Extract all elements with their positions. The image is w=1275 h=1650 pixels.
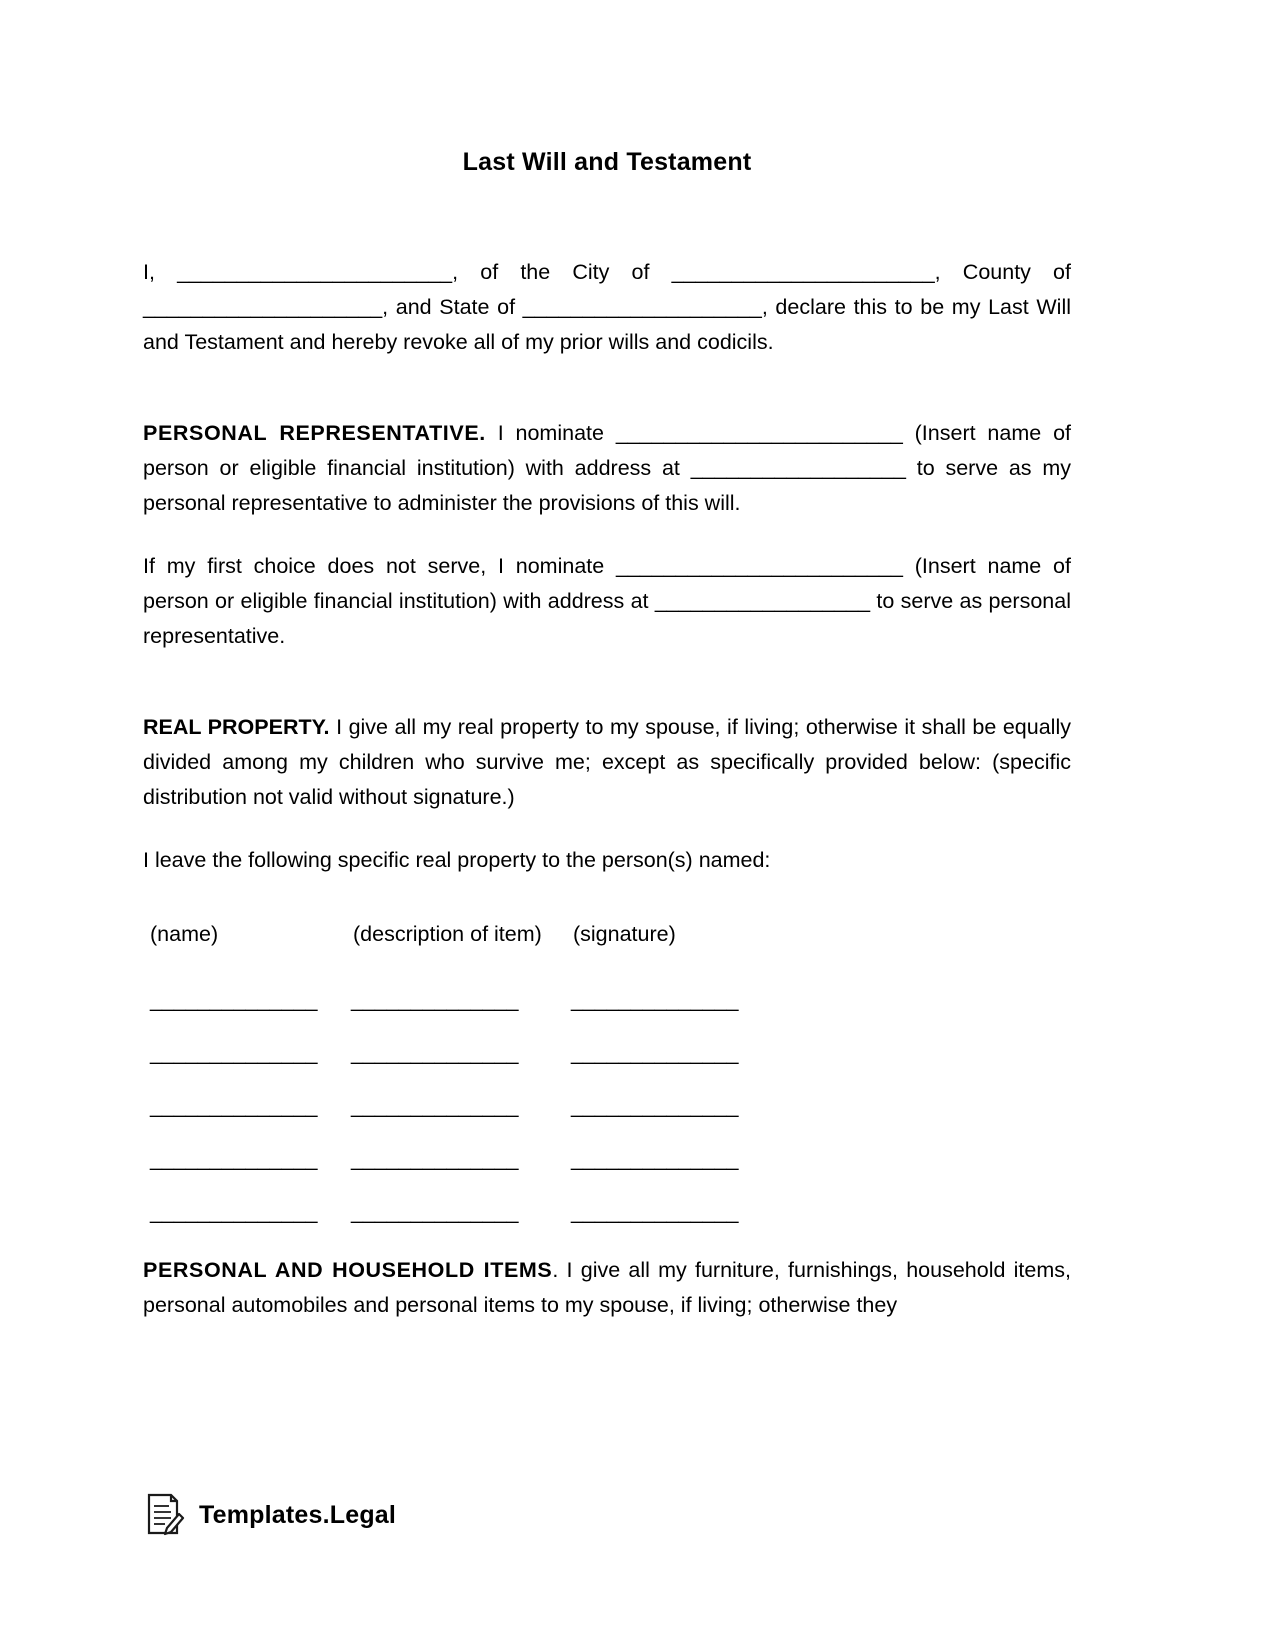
document-body: [143, 0, 1071, 1337]
footer: [143, 1492, 396, 1538]
real-property-heading: REAL PROPERTY.: [143, 715, 330, 739]
blank-description-field[interactable]: ______________: [351, 1147, 519, 1171]
blank-name-field[interactable]: ______________: [150, 1200, 318, 1224]
personal-representative-heading: PERSONAL REPRESENTATIVE.: [143, 421, 486, 445]
blank-signature-field[interactable]: ______________: [571, 1094, 739, 1118]
column-header-signature: (signature): [573, 922, 676, 946]
blank-description-field[interactable]: ______________: [351, 1200, 519, 1224]
page-title: Last Will and Testament: [462, 148, 752, 176]
document-with-pen-icon: [143, 1492, 185, 1538]
spacer: [143, 829, 1071, 843]
alternate-representative-paragraph: If my first choice does not serve, I nominate ________________________ (Insert name of person or eligible financial institution) with address at __________________ to serve as personal representative.: [143, 554, 1071, 648]
blank-signature-field[interactable]: ______________: [571, 1041, 739, 1065]
real-property-body: I give all my real property to my spouse, if living; otherwise it shall be equally divided among my children who survive me; except as specifically provided below: (specific distribution not valid without signature.): [143, 715, 1071, 809]
intro-paragraph: I, _______________________, of the City of ______________________, County of ____________________, and State of ____________________, declare this to be my Last Will and Testament and hereby revoke all of my prior wills and codicils.: [143, 260, 1071, 354]
household-items-body: . I give all my furniture, furnishings, household items, personal automobiles and personal items to my spouse, if living; otherwise they: [143, 1258, 1071, 1317]
blank-name-field[interactable]: ______________: [150, 1147, 318, 1171]
column-header-name: (name): [150, 922, 219, 946]
household-items-paragraph: [143, 1253, 1071, 1323]
table-row[interactable]: [143, 1200, 1071, 1253]
blank-signature-field[interactable]: ______________: [571, 1147, 739, 1171]
spacer: [143, 668, 1071, 710]
table-row[interactable]: [143, 1147, 1071, 1200]
personal-representative-paragraph: [143, 416, 1071, 521]
spacer: [143, 535, 1071, 549]
footer-brand-label: Templates.Legal: [199, 1500, 397, 1529]
blank-signature-field[interactable]: ______________: [571, 988, 739, 1012]
blank-description-field[interactable]: ______________: [351, 1041, 519, 1065]
column-header-description: (description of item): [353, 922, 542, 946]
table-row[interactable]: [143, 988, 1071, 1041]
property-blank-rows: [143, 988, 1071, 1253]
blank-description-field[interactable]: ______________: [351, 1094, 519, 1118]
blank-signature-field[interactable]: ______________: [571, 1200, 739, 1224]
table-column-headers: [143, 922, 1071, 956]
spacer: [143, 374, 1071, 416]
blank-name-field[interactable]: ______________: [150, 1041, 318, 1065]
specific-real-property-intro: I leave the following specific real property to the person(s) named:: [143, 848, 771, 872]
table-row[interactable]: [143, 1041, 1071, 1094]
household-items-heading: PERSONAL AND HOUSEHOLD ITEMS: [143, 1258, 553, 1282]
personal-representative-body: I nominate ________________________ (Insert name of person or eligible financial institution) with address at __________________ to serve as my personal representative to administer the provisions of this will.: [143, 421, 1071, 515]
blank-name-field[interactable]: ______________: [150, 1094, 318, 1118]
blank-description-field[interactable]: ______________: [351, 988, 519, 1012]
table-row[interactable]: [143, 1094, 1071, 1147]
blank-name-field[interactable]: ______________: [150, 988, 318, 1012]
real-property-paragraph: [143, 710, 1071, 815]
